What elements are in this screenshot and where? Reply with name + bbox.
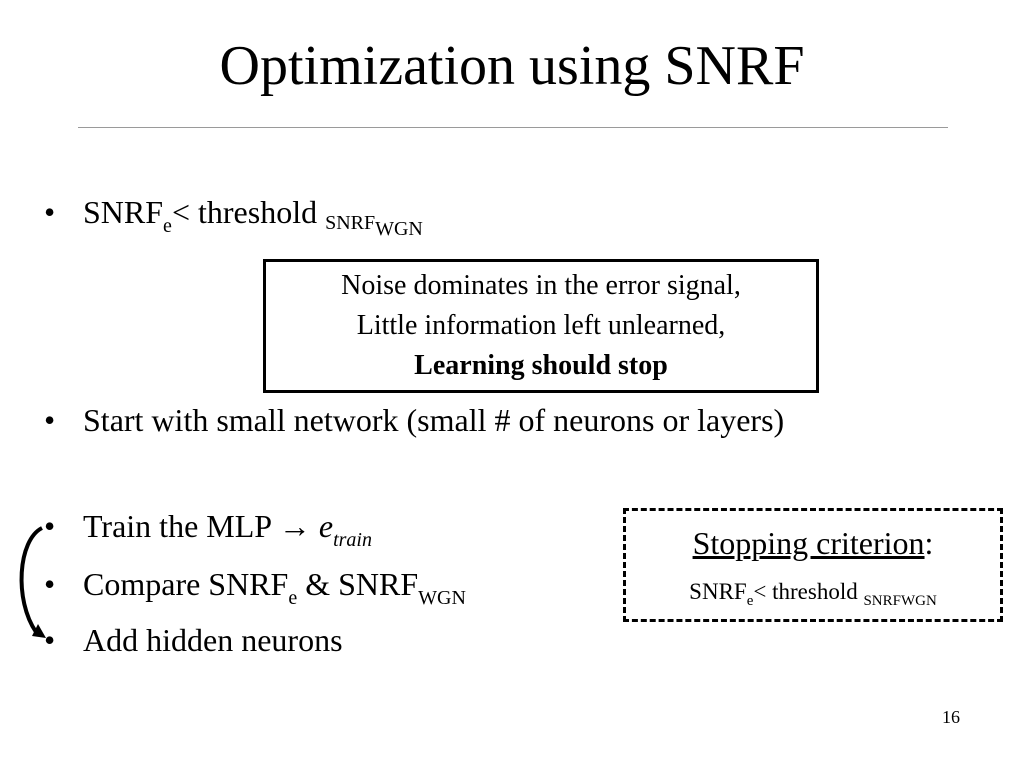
compare-mid: & SNRF	[297, 566, 419, 602]
bullet-dot: •	[44, 402, 56, 438]
compare-sub-wgn: WGN	[418, 587, 466, 609]
title-divider	[78, 127, 948, 128]
threshold-wgn: WGN	[375, 218, 423, 240]
box-line-2: Little information left unlearned,	[356, 310, 726, 341]
stopping-criterion-box	[623, 508, 1003, 622]
compare-text: Compare SNRF	[83, 566, 289, 602]
snrf-subscript: e	[163, 215, 172, 237]
bullet-dot: •	[44, 194, 56, 230]
train-text: Train the MLP	[83, 508, 279, 544]
snrf-label: SNRF	[83, 194, 164, 230]
criterion-heading	[626, 523, 1000, 563]
criterion-sub-wgn: SNRFWGN	[863, 593, 937, 609]
bullet-dot: •	[44, 622, 56, 658]
criterion-formula	[626, 577, 1000, 610]
right-arrow-icon: →	[278, 508, 319, 544]
slide-title: Optimization using SNRF	[219, 35, 805, 97]
noise-explanation-box	[263, 259, 819, 393]
criterion-snrf: SNRF	[689, 579, 747, 604]
box-line-3: Learning should stop	[414, 350, 668, 381]
page-number: 16	[942, 707, 960, 727]
bullet-text: Start with small network (small # of neurons or layers)	[83, 402, 785, 438]
criterion-threshold: < threshold	[753, 579, 864, 604]
threshold-snrf: SNRF	[325, 212, 376, 234]
bullet-text	[83, 190, 423, 239]
criterion-heading-text: Stopping criterion	[692, 525, 925, 561]
compare-sub-e: e	[288, 587, 298, 609]
error-var: e	[318, 508, 334, 544]
threshold-text: < threshold	[171, 194, 326, 230]
bullet-text	[83, 562, 466, 609]
criterion-colon: :	[924, 525, 934, 561]
error-var-subscript: train	[333, 529, 372, 551]
loop-arrow-icon	[10, 510, 50, 650]
box-line-1: Noise dominates in the error signal,	[341, 270, 741, 301]
threshold-subscript	[325, 212, 423, 240]
criterion-sub-e: e	[746, 593, 754, 609]
bullet-dot: •	[44, 566, 56, 602]
bullet-text: Add hidden neurons	[83, 622, 343, 658]
bullet-text	[83, 504, 372, 551]
bullet-dot: •	[44, 508, 56, 544]
